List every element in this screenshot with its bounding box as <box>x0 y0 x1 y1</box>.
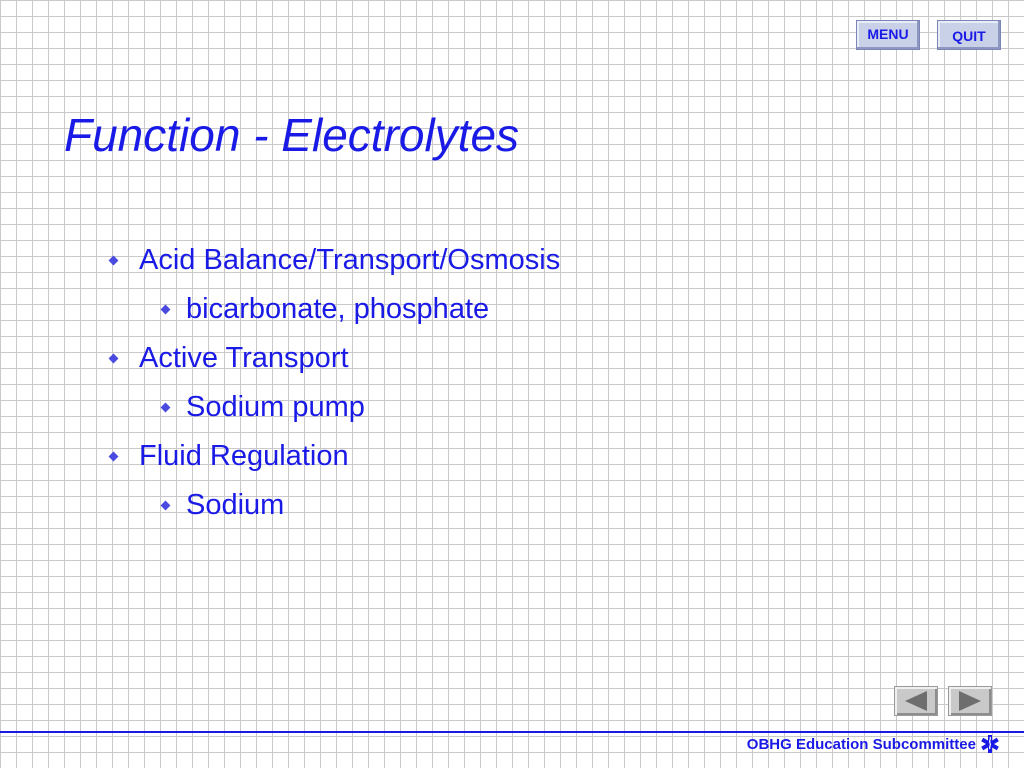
bullet-text: Sodium pump <box>186 391 365 423</box>
bullet-text: bicarbonate, phosphate <box>186 293 490 325</box>
diamond-bullet-icon <box>161 305 171 315</box>
footer-text: OBHG Education Subcommittee <box>746 736 976 753</box>
bullet-item <box>106 334 560 383</box>
bullet-text: Acid Balance/Transport/Osmosis <box>139 244 561 276</box>
diamond-bullet-icon <box>161 501 171 511</box>
diamond-bullet-icon <box>109 452 119 462</box>
diamond-bullet-icon <box>109 256 119 266</box>
quit-button[interactable]: QUIT <box>937 20 1001 50</box>
bullet-text: Active Transport <box>139 342 349 374</box>
sub-bullet-item <box>106 481 560 530</box>
bullet-text: Sodium <box>186 489 285 521</box>
sub-bullet-item <box>106 383 560 432</box>
next-slide-button[interactable] <box>948 686 992 716</box>
bullet-text: Fluid Regulation <box>139 440 349 472</box>
diamond-bullet-icon <box>161 403 171 413</box>
previous-slide-button[interactable] <box>894 686 938 716</box>
bullet-list <box>106 236 560 530</box>
sub-bullet-item <box>106 285 560 334</box>
bullet-item <box>106 236 560 285</box>
bullet-item <box>106 432 560 481</box>
footer-rule <box>0 731 1024 733</box>
star-of-life-icon <box>980 734 1000 754</box>
diamond-bullet-icon <box>109 354 119 364</box>
slide-title: Function - Electrolytes <box>64 109 520 161</box>
menu-button[interactable]: MENU <box>856 20 920 50</box>
triangle-right-icon <box>959 691 981 711</box>
triangle-left-icon <box>905 691 927 711</box>
